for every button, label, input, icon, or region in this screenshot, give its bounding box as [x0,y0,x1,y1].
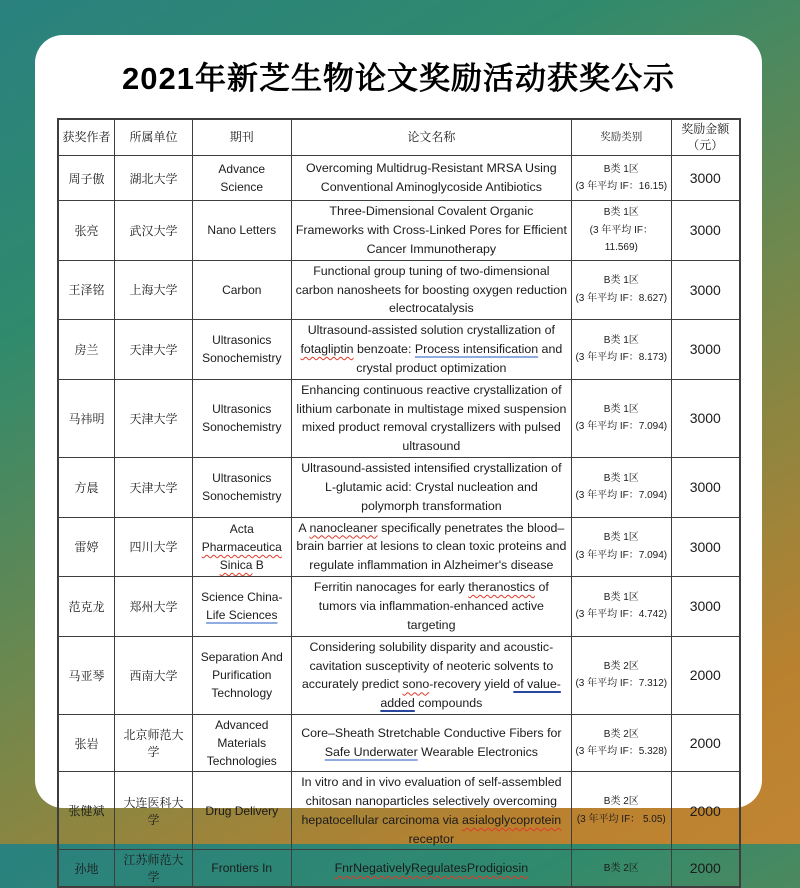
cell-unit: 郑州大学 [115,577,193,637]
cell-award-category: B类 1区 (3 年平均 IF：4.742) [572,577,672,637]
text-segment: -recovery yield [429,677,514,692]
cell-author: 房兰 [58,320,115,380]
cell-unit: 西南大学 [115,636,193,714]
cell-award-category: B类 1区 (3 年平均 IF： 11.569) [572,201,672,261]
text-segment: B [252,557,264,572]
table-row [58,260,740,320]
cell-author: 张亮 [58,201,115,261]
spellcheck-underlined-text: theranostics [468,580,536,595]
grammar-underlined-text: Safe Underwater [324,745,418,760]
cell-paper-title [291,458,571,518]
text-segment: Separation And Purification Technology [200,650,283,701]
cell-journal [192,320,291,380]
cell-journal [192,201,291,261]
table-row [58,772,740,850]
cell-unit: 湖北大学 [115,156,193,201]
text-segment: Ultrasonics Sonochemistry [202,402,282,435]
spellcheck-underlined-text: Pharmaceutica [201,539,282,554]
table-row [58,156,740,201]
text-segment: Ultrasonics Sonochemistry [202,333,282,366]
cell-award-amount: 3000 [671,156,740,201]
cell-paper-title [291,517,571,577]
grammar-underlined-text: Life Sciences [206,608,278,623]
column-header: 获奖作者 [58,119,115,156]
cell-journal [192,577,291,637]
grammar-underlined-text: Process intensification [414,342,539,357]
cell-journal [192,636,291,714]
cell-unit: 天津大学 [115,458,193,518]
cell-award-category: B类 1区 (3 年平均 IF：7.094) [572,517,672,577]
cell-paper-title [291,715,571,772]
text-segment: Ferritin nanocages for early [313,580,469,595]
cell-award-amount: 3000 [671,260,740,320]
cell-award-category: B类 2区 [572,850,672,888]
awards-table-body [58,156,740,888]
text-segment: Nano Letters [207,223,277,238]
text-segment: Functional group tuning of two-dimensional carbon nanosheets for boosting oxygen reduction electrocatalysis [295,263,568,316]
table-row [58,577,740,637]
text-segment: Ultrasonics Sonochemistry [202,471,282,504]
spellcheck-underlined-text: Sinica [219,557,253,572]
table-row [58,850,740,888]
cell-journal [192,458,291,518]
cell-author: 王泽铭 [58,260,115,320]
text-segment: In vitro and in vivo evaluation of self-assembled chitosan nanoparticles selectively overcoming hepatocellular carcinoma via [301,775,562,827]
cell-paper-title [291,772,571,850]
table-row [58,201,740,261]
text-segment: Carbon [222,282,262,297]
table-row [58,636,740,714]
table-row [58,320,740,380]
spellcheck-underlined-text: asialoglycoprotein [462,812,562,827]
cell-unit: 天津大学 [115,379,193,457]
table-row [58,715,740,772]
cell-award-amount: 3000 [671,379,740,457]
text-segment: Considering solubility disparity and acoustic-cavitation susceptivity of neoteric solvents to accurately predict [301,639,554,692]
spellcheck-underlined-text: FnrNegativelyRegulatesProdigiosin [334,861,529,876]
text-segment: receptor [408,831,455,846]
cell-unit: 北京师范大学 [115,715,193,772]
text-segment: Enhancing continuous reactive crystallization of lithium carbonate in multistage mixed suspension mixed product removal crystallizers with pulsed ultrasound [296,382,567,454]
text-segment: Science China- [201,590,283,605]
spellcheck-underlined-text: fotagliptin [300,342,354,357]
table-row [58,517,740,577]
cell-award-category: B类 1区 (3 年平均 IF：8.173) [572,320,672,380]
cell-unit: 大连医科大学 [115,772,193,850]
cell-author: 张岩 [58,715,115,772]
cell-author: 马亚琴 [58,636,115,714]
text-segment: A [298,520,310,535]
cell-journal [192,260,291,320]
cell-unit: 武汉大学 [115,201,193,261]
cell-award-category: B类 2区 (3 年平均 IF：5.328) [572,715,672,772]
cell-journal [192,715,291,772]
table-header [58,119,740,156]
cell-unit: 四川大学 [115,517,193,577]
text-segment: Overcoming Multidrug-Resistant MRSA Using Conventional Aminoglycoside Antibiotics [306,161,557,195]
cell-award-amount: 3000 [671,201,740,261]
cell-award-amount: 2000 [671,772,740,850]
cell-unit: 江苏师范大学 [115,850,193,888]
column-header: 期刊 [192,119,291,156]
cell-paper-title [291,201,571,261]
text-segment: Advanced Materials Technologies [206,718,277,769]
cell-author: 孙地 [58,850,115,888]
spellcheck-underlined-text: nanocleaner [309,520,378,535]
text-segment: Drug Delivery [205,803,279,818]
text-segment: specifically penetrates the blood– brain barrier at lesions to clean toxic proteins and regulate inflammation in Alzheimer's disease [296,520,567,573]
cell-journal [192,517,291,577]
cell-award-category: B类 2区 (3 年平均 IF： 5.05) [572,772,672,850]
cell-award-amount: 3000 [671,577,740,637]
cell-award-amount: 3000 [671,458,740,518]
cell-unit: 上海大学 [115,260,193,320]
cell-award-amount: 3000 [671,320,740,380]
cell-journal [192,156,291,201]
awards-table [57,118,741,888]
cell-author: 马祎明 [58,379,115,457]
cell-unit: 天津大学 [115,320,193,380]
cell-award-category: B类 1区 (3 年平均 IF：8.627) [572,260,672,320]
cell-award-amount: 3000 [671,517,740,577]
text-segment: Ultrasound-assisted solution crystallization of [307,323,555,338]
cell-author: 范克龙 [58,577,115,637]
text-segment: Three-Dimensional Covalent Organic Frameworks with Cross-Linked Pores for Efficient Cancer Immunotherapy [295,204,567,256]
text-segment: benzoate: [353,342,415,357]
cell-author: 周子傲 [58,156,115,201]
grammar-underlined-text: of value-added [380,677,561,711]
cell-award-category: B类 1区 (3 年平均 IF：7.094) [572,379,672,457]
cell-author: 雷婷 [58,517,115,577]
cell-journal [192,850,291,888]
text-segment: of tumors via inflammation-enhanced active targeting [318,580,549,632]
cell-award-amount: 2000 [671,715,740,772]
cell-award-category: B类 1区 (3 年平均 IF：16.15) [572,156,672,201]
cell-paper-title [291,850,571,888]
cell-journal [192,379,291,457]
column-header: 奖励类别 [572,119,672,156]
header-row [58,119,740,156]
text-segment: and crystal product optimization [356,342,563,375]
cell-author: 张健斌 [58,772,115,850]
cell-paper-title [291,379,571,457]
text-segment: Ultrasound-assisted intensified crystallization of L-glutamic acid: Crystal nucleation and polymorph transformation [301,461,562,513]
column-header: 所属单位 [115,119,193,156]
text-segment: Acta [229,521,254,536]
column-header: 论文名称 [291,119,571,156]
cell-journal [192,772,291,850]
cell-paper-title [291,320,571,380]
text-segment: Frontiers In [211,861,273,876]
cell-award-amount: 2000 [671,636,740,714]
text-segment: compounds [414,696,483,711]
table-row [58,379,740,457]
page-title: 2021年新芝生物论文奖励活动获奖公示 [122,61,675,96]
text-segment: Advance Science [218,162,266,195]
text-segment: Wearable Electronics [417,745,538,760]
spellcheck-underlined-text: sono [402,677,430,692]
announcement-card [35,35,762,885]
text-segment: Core–Sheath Stretchable Conductive Fibers for [301,726,562,741]
cell-award-amount: 2000 [671,850,740,888]
cell-award-category: B类 2区 (3 年平均 IF：7.312) [572,636,672,714]
table-row [58,458,740,518]
cell-paper-title [291,156,571,201]
column-header: 奖励金额 （元） [671,119,740,156]
cell-award-category: B类 1区 (3 年平均 IF：7.094) [572,458,672,518]
cell-paper-title [291,636,571,714]
cell-author: 方晨 [58,458,115,518]
cell-paper-title [291,577,571,637]
cell-paper-title [291,260,571,320]
